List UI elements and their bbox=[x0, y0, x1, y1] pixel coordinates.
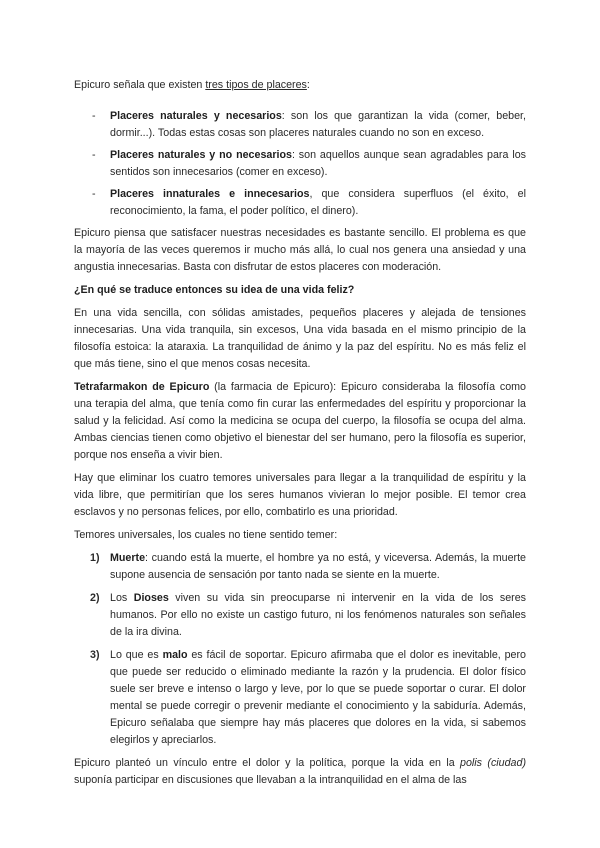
intro-paragraph: Epicuro señala que existen tres tipos de placeres: bbox=[74, 79, 310, 91]
dash-bullet: - bbox=[92, 149, 96, 161]
dash-bullet: - bbox=[92, 110, 96, 122]
section-heading: ¿En qué se traduce entonces su idea de una vida feliz? bbox=[74, 284, 355, 296]
list-item: - Placeres naturales y no necesarios: son aquellos aunque sean agradables para los sentidos son innecesarios (comer en exceso). bbox=[92, 149, 526, 178]
list-item: - Placeres innaturales e innecesarios, que considera superfluos (el éxito, el reconocimiento, la fama, el poder político, el dinero). bbox=[92, 188, 526, 217]
temores-intro: Temores universales, los cuales no tiene sentido temer: bbox=[74, 529, 338, 541]
paragraph-politica: Epicuro planteó un vínculo entre el dolor y la política, porque la vida en la polis (ciudad) suponía participar en discusiones que llevaban a la intranquilidad en el alma de las bbox=[74, 757, 526, 786]
list-number: 3) bbox=[90, 649, 100, 661]
list-item: 1) Muerte: cuando está la muerte, el hombre ya no está, y viceversa. Además, la muerte supone ausencia de sensación por tanto nada se siente en la muerte. bbox=[90, 552, 526, 581]
list-number: 2) bbox=[90, 592, 100, 604]
list-item: - Placeres naturales y necesarios: son los que garantizan la vida (comer, beber, dormir...). Todas estas cosas son placeres naturales cuando no son en exceso. bbox=[92, 110, 526, 139]
document-body bbox=[74, 77, 526, 795]
paragraph-tetrafarmakon: Tetrafarmakon de Epicuro (la farmacia de Epicuro): Epicuro consideraba la filosofía como una terapia del alma, que tenía como fin curar las enfermedades del espíritu y proporcionar la salud y la felicidad. Así como la medicina se ocupa del cuerpo, la filosofía se ocupa del alma. Ambas ciencias tienen como objetivo el bienestar del ser humano, pero la filosofía es superior, porque nos enseña a vivir bien. bbox=[74, 381, 526, 461]
paragraph-temores: Hay que eliminar los cuatro temores universales para llegar a la tranquilidad de espíritu y la vida libre, que permitirían que los seres humanos vivieran lo mejor posible. El temor crea esclavos y no personas felices, por ello, combatirlo es una prioridad. bbox=[74, 472, 526, 518]
list-item: 2) Los Dioses viven su vida sin preocuparse ni intervenir en la vida de los seres humanos. Por ello no existe un castigo futuro, ni los fenómenos naturales son señales de la ira divina. bbox=[90, 592, 526, 638]
list-number: 1) bbox=[90, 552, 100, 564]
temores-list bbox=[74, 550, 526, 749]
list-item: 3) Lo que es malo es fácil de soportar. Epicuro afirmaba que el dolor es inevitable, pero que puede ser reducido o eliminado mediante la razón y la prudencia. El dolor físico suele ser breve e intenso o largo y leve, por lo que se puede soportar o curar. El dolor mental se puede corregir o prevenir mediante el conocimiento y la sabiduría. Además, Epicuro señalaba que siempre hay más placeres que dolores en la vida, si sabemos elegirlos y apreciarlos. bbox=[90, 649, 527, 746]
underlined-phrase: tres tipos de placeres bbox=[205, 79, 307, 91]
dash-bullet: - bbox=[92, 188, 96, 200]
paragraph-vida-sencilla: En una vida sencilla, con sólidas amistades, pequeños placeres y alejada de tensiones innecesarias. Una vida tranquila, sin excesos, Una vida basada en el mismo principio de la filosofía estoica: la ataraxia. La tranquilidad de ánimo y la paz del espíritu. No es más feliz el que más tiene, sino el que menos cosas necesita. bbox=[74, 307, 526, 370]
paragraph-sencillo: Epicuro piensa que satisfacer nuestras necesidades es bastante sencillo. El problema es que la mayoría de las veces queremos ir mucho más allá, lo cual nos genera una ansiedad y una angustia innecesarias. Basta con disfrutar de estos placeres con moderación. bbox=[74, 227, 526, 273]
placeres-list bbox=[74, 108, 526, 220]
